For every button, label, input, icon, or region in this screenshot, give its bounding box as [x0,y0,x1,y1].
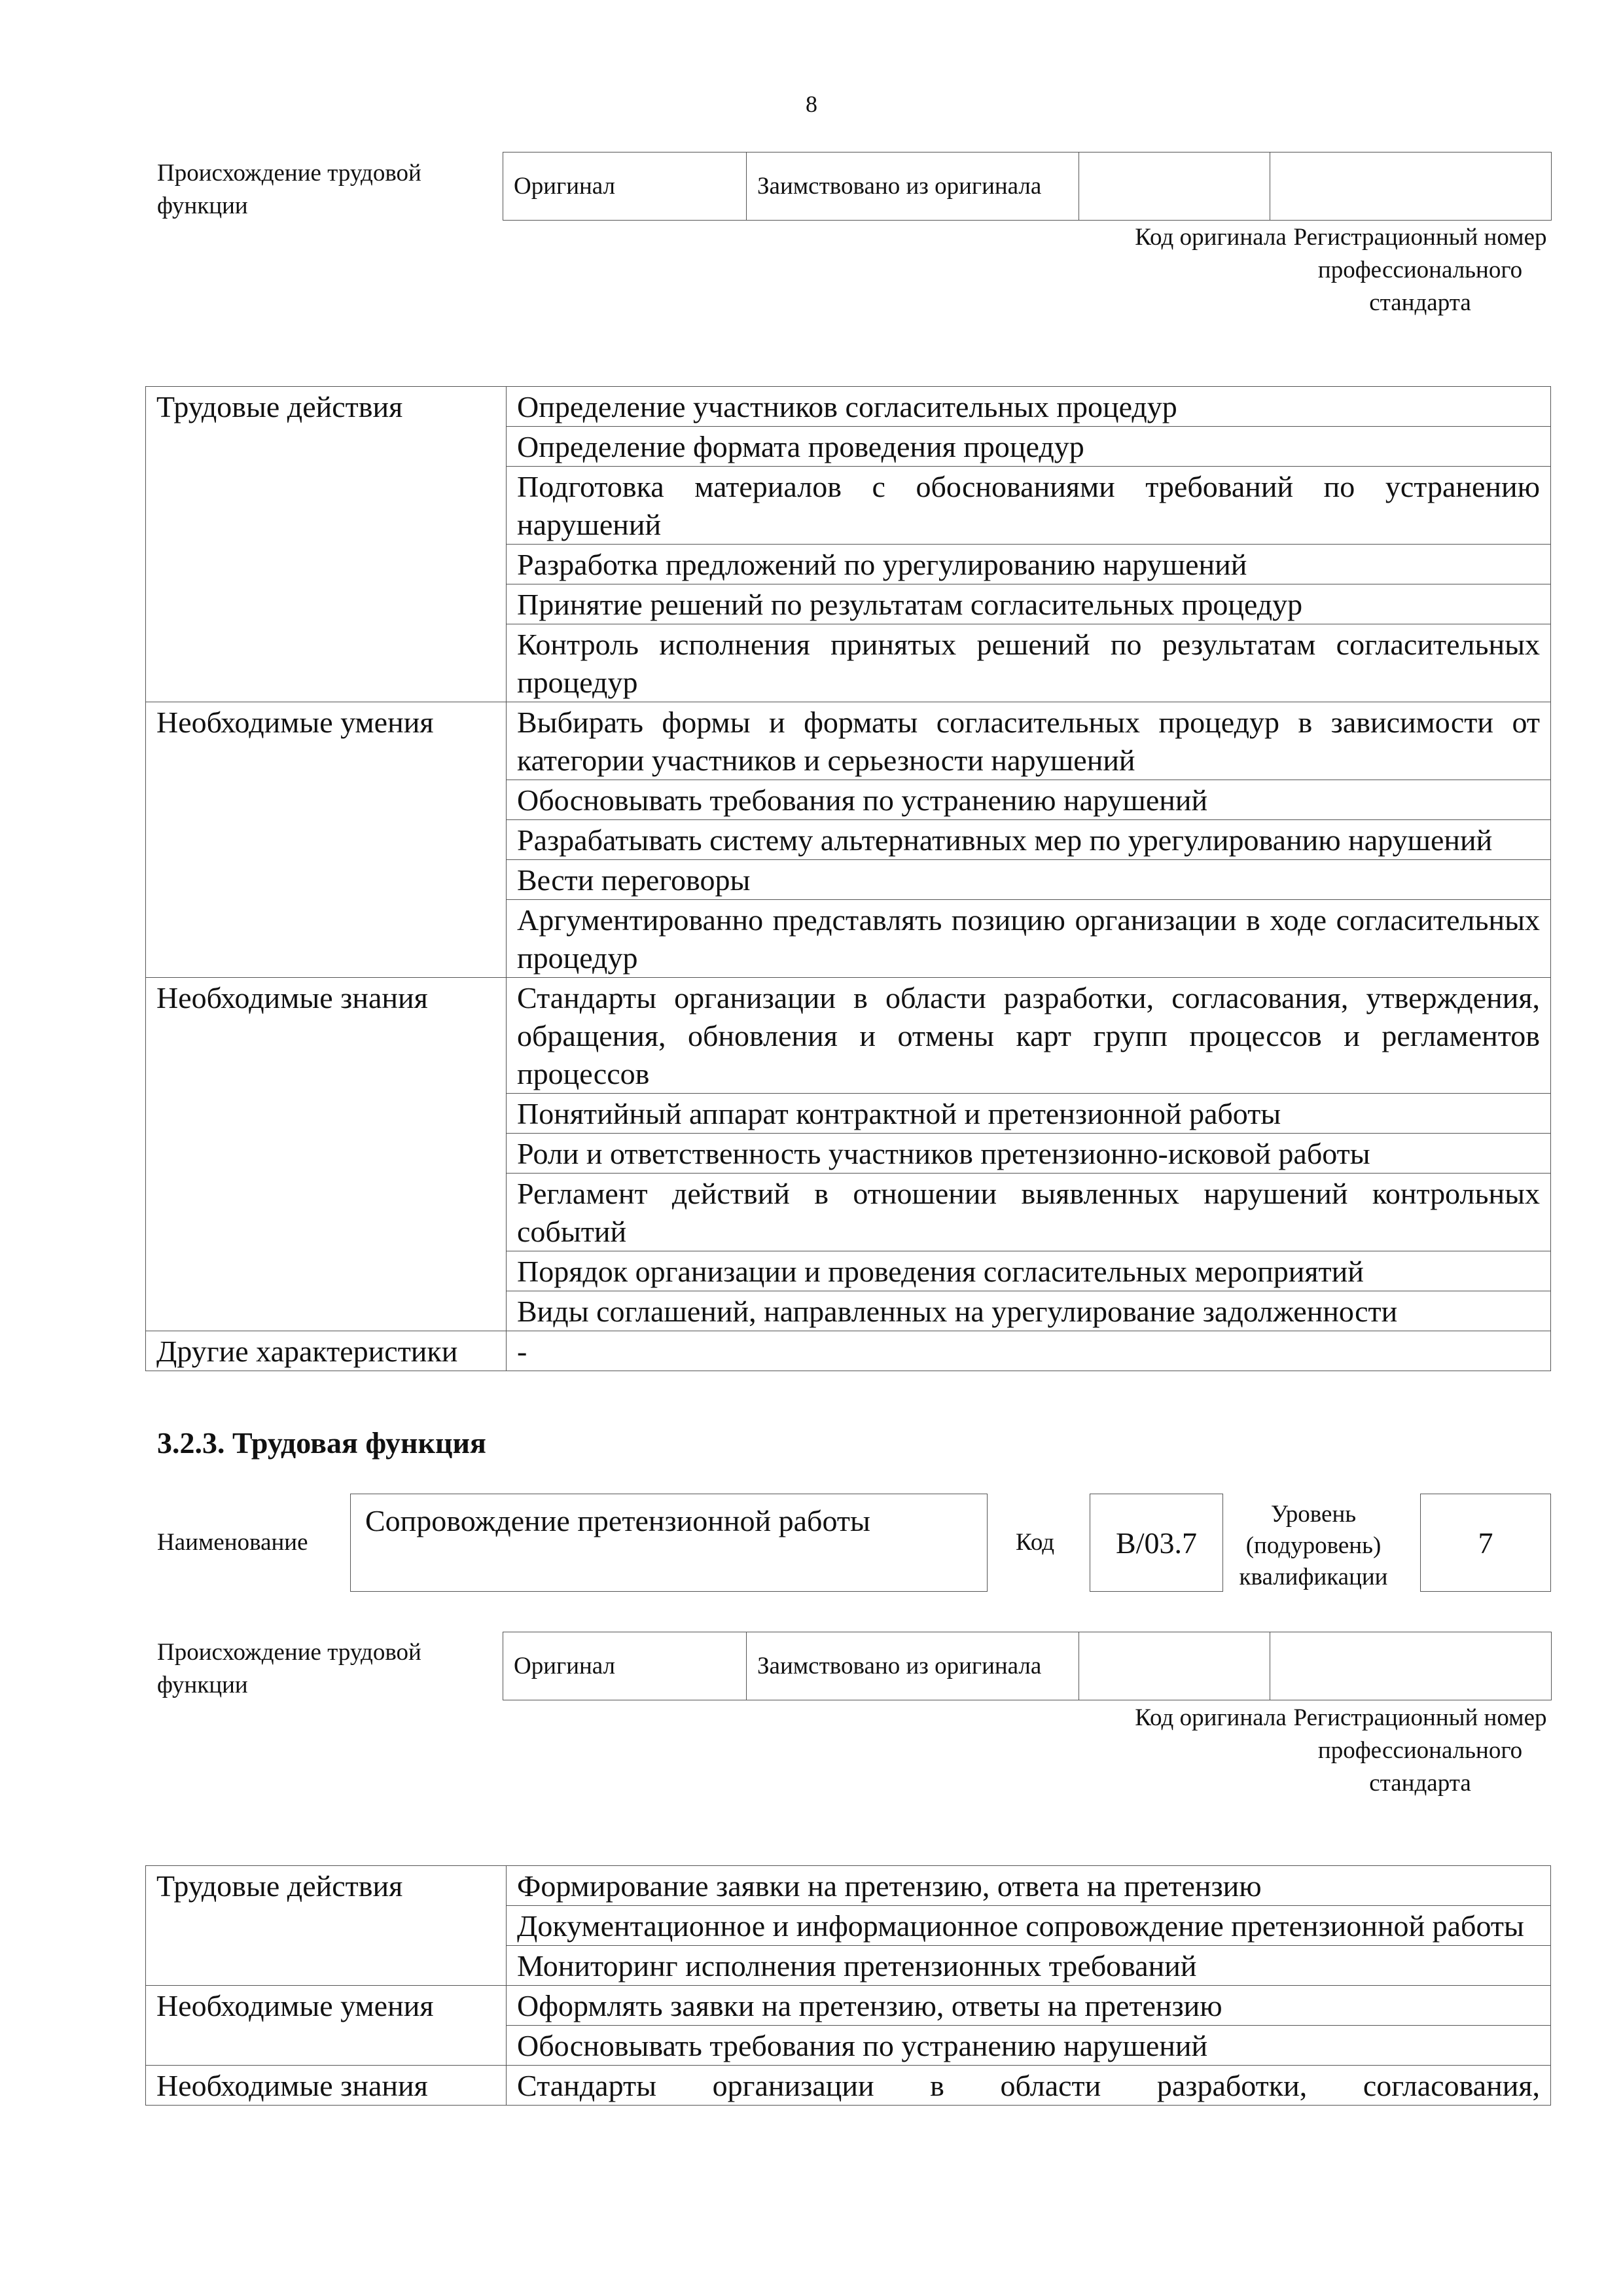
level-label: Уровень (подуровень) квалификации [1239,1501,1388,1590]
level-value: 7 [1478,1526,1493,1560]
table-item: - [507,1331,1551,1371]
table-item: Стандарты организации в области разработки, согласования, утверждения, обращения, обновления и отмены карт групп процессов и регламентов процессов [507,978,1551,1094]
table-item: Виды соглашений, направленных на урегулирование задолженности [507,1291,1551,1331]
origin-table [503,152,1552,221]
name-value: Сопровождение претензионной работы [365,1504,870,1537]
code-value: B/03.7 [1116,1526,1197,1560]
origin-reg-caption: Регистрационный номер профессионального стандарта [1293,1704,1547,1797]
table-item: Подготовка материалов с обоснованиями требований по устранению нарушений [507,467,1551,545]
category-cell: Трудовые действия [146,387,507,702]
table-item: Разрабатывать систему альтернативных мер по урегулированию нарушений [507,820,1551,860]
table-item: Принятие решений по результатам согласительных процедур [507,584,1551,624]
table-item: Оформлять заявки на претензию, ответы на претензию [507,1986,1551,2026]
level-box [1420,1494,1551,1592]
labor-function-table-1 [145,386,1551,1371]
table-item: Формирование заявки на претензию, ответа на претензию [507,1866,1551,1906]
origin-code-caption: Код оригинала [1135,224,1287,251]
origin-reg-caption: Регистрационный номер профессионального стандарта [1293,224,1547,316]
category-cell: Другие характеристики [146,1331,507,1371]
section-title: 3.2.3. Трудовая функция [157,1426,486,1460]
table-item: Роли и ответственность участников претензионно-исковой работы [507,1134,1551,1174]
table-item: Разработка предложений по урегулированию нарушений [507,545,1551,584]
category-cell: Необходимые умения [146,702,507,978]
origin-borrowed-cell: Заимствовано из оригинала [747,152,1079,221]
table-item: Определение формата проведения процедур [507,427,1551,467]
category-cell: Необходимые знания [146,2066,507,2106]
table-item: Определение участников согласительных процедур [507,387,1551,427]
table-item: Порядок организации и проведения согласительных мероприятий [507,1251,1551,1291]
origin-reg-cell [1270,152,1552,221]
table-item: Обосновывать требования по устранению нарушений [507,780,1551,820]
origin-code-caption: Код оригинала [1135,1704,1287,1731]
table-item: Регламент действий в отношении выявленных нарушений контрольных событий [507,1174,1551,1251]
table-item: Вести переговоры [507,860,1551,900]
category-cell: Трудовые действия [146,1866,507,1986]
origin-code-cell [1079,1632,1270,1700]
origin-borrowed-cell: Заимствовано из оригинала [747,1632,1079,1700]
table-item: Понятийный аппарат контрактной и претензионной работы [507,1094,1551,1134]
origin-label: Происхождение трудовой функции [157,1639,421,1698]
name-label: Наименование [157,1529,308,1556]
code-label: Код [1016,1529,1055,1556]
labor-function-table-2 [145,1865,1551,2106]
table-item: Мониторинг исполнения претензионных требований [507,1946,1551,1986]
origin-table [503,1632,1552,1700]
table-item: Обосновывать требования по устранению нарушений [507,2026,1551,2066]
name-box [350,1494,988,1592]
code-box [1090,1494,1223,1592]
category-cell: Необходимые умения [146,1986,507,2066]
page-number: 8 [806,91,817,117]
table-item: Контроль исполнения принятых решений по результатам согласительных процедур [507,624,1551,702]
origin-original-cell: Оригинал [503,152,747,221]
origin-code-cell [1079,152,1270,221]
origin-reg-cell [1270,1632,1552,1700]
category-cell: Необходимые знания [146,978,507,1331]
table-item: Выбирать формы и форматы согласительных процедур в зависимости от категории участников и серьезности нарушений [507,702,1551,780]
table-item: Стандарты организации в области разработки, согласования, [507,2066,1551,2106]
origin-original-cell: Оригинал [503,1632,747,1700]
table-item: Документационное и информационное сопровождение претензионной работы [507,1906,1551,1946]
origin-label: Происхождение трудовой функции [157,160,421,219]
table-item: Аргументированно представлять позицию организации в ходе согласительных процедур [507,900,1551,978]
